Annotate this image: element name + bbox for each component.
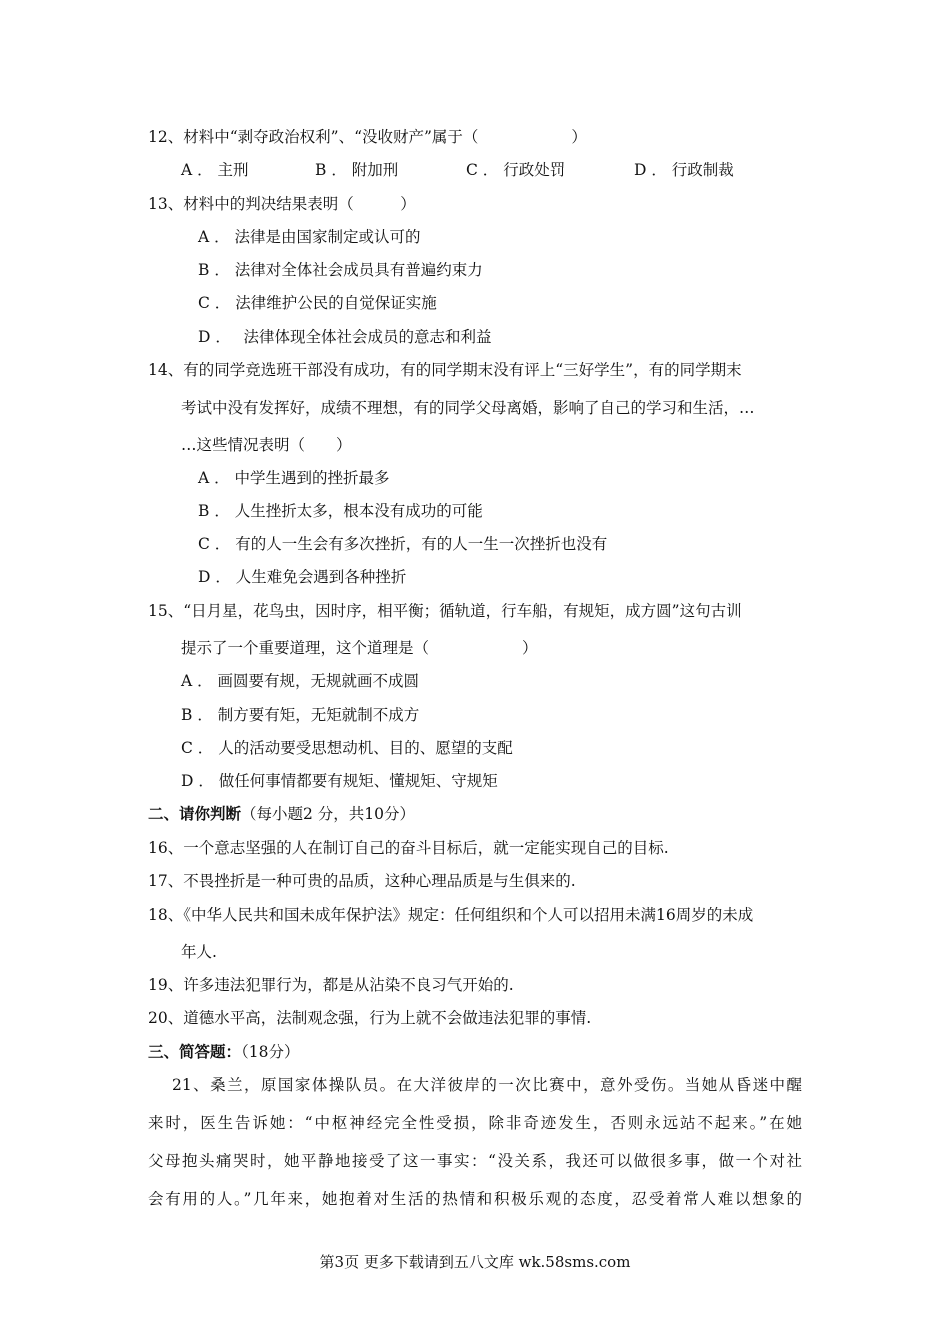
q14-option-c: C ． 有的人一生会有多次挫折，有的人一生一次挫折也没有	[198, 535, 608, 553]
question-18-line1: 18、《中华人民共和国未成年保护法》规定：任何组织和个人可以招用未满16周岁的未成	[148, 906, 754, 924]
section-2-heading: 二、请你判断	[148, 804, 242, 823]
question-16: 16、一个意志坚强的人在制订自己的奋斗目标后，就一定能实现自己的目标.	[148, 839, 669, 857]
question-12-stem: 12、材料中“剥夺政治权利”、“没收财产”属于（ ）	[148, 128, 587, 146]
section-3-note: （18分）	[241, 1043, 300, 1061]
q13-option-b: B ． 法律对全体社会成员具有普遍约束力	[198, 261, 483, 279]
question-15-stem-line2: 提示了一个重要道理，这个道理是（ ）	[181, 639, 538, 657]
question-21-line1: 21、桑兰，原国家体操队员。在大洋彼岸的一次比赛中，意外受伤。当她从昏迷中醒	[172, 1076, 802, 1094]
q12-option-a: A ． 主刑	[181, 161, 249, 179]
page-footer: 第3页 更多下载请到五八文库 wk.58sms.com	[319, 1253, 631, 1271]
question-15-stem-line1: 15、“日月星，花鸟虫，因时序，相平衡；循轨道，行车船，有规矩，成方圆”这句古训	[148, 602, 742, 620]
q14-option-b: B ． 人生挫折太多，根本没有成功的可能	[198, 502, 483, 520]
question-14-stem-line2: 考试中没有发挥好，成绩不理想，有的同学父母离婚，影响了自己的学习和生活，…	[181, 399, 755, 417]
section-3-heading: 三、简答题：	[148, 1042, 242, 1061]
question-14-stem-line3: …这些情况表明（ ）	[181, 436, 352, 454]
question-12-options	[0, 160, 950, 180]
question-21-line4: 会有用的人。”几年来，她抱着对生活的热情和积极乐观的态度，忍受着常人难以想象的	[148, 1190, 802, 1208]
q12-option-b: B ． 附加刑	[315, 161, 399, 179]
section-2-heading-line	[148, 804, 415, 824]
question-17: 17、不畏挫折是一种可贵的品质，这种心理品质是与生俱来的.	[148, 872, 576, 890]
question-13-stem: 13、材料中的判决结果表明（ ）	[148, 195, 416, 213]
q12-option-c: C ． 行政处罚	[466, 161, 566, 179]
q13-option-a: A ． 法律是由国家制定或认可的	[198, 228, 421, 246]
q12-option-d: D ． 行政制裁	[634, 161, 734, 179]
q14-option-a: A ． 中学生遇到的挫折最多	[198, 469, 390, 487]
question-18-line2: 年人.	[181, 943, 217, 961]
q15-option-a: A ． 画圆要有规，无规就画不成圆	[181, 672, 420, 690]
section-2-note: （每小题2 分，共10分）	[241, 805, 416, 823]
section-3-heading-line	[148, 1042, 300, 1062]
question-19: 19、许多违法犯罪行为，都是从沾染不良习气开始的.	[148, 976, 514, 994]
q14-option-d: D ． 人生难免会遇到各种挫折	[198, 568, 407, 586]
question-14-stem-line1: 14、有的同学竞选班干部没有成功，有的同学期末没有评上“三好学生”，有的同学期末	[148, 361, 742, 379]
q15-option-c: C ． 人的活动要受思想动机、目的、愿望的支配	[181, 739, 513, 757]
question-21-line3: 父母抱头痛哭时，她平静地接受了这一事实：“没关系，我还可以做很多事，做一个对社	[148, 1152, 802, 1170]
q13-option-d: D ． 法律体现全体社会成员的意志和利益	[198, 328, 492, 346]
question-20: 20、道德水平高，法制观念强，行为上就不会做违法犯罪的事情.	[148, 1009, 592, 1027]
q13-option-c: C ． 法律维护公民的自觉保证实施	[198, 294, 437, 312]
q15-option-d: D ． 做任何事情都要有规矩、懂规矩、守规矩	[181, 772, 498, 790]
question-21-line2: 来时，医生告诉她：“中枢神经完全性受损，除非奇迹发生，否则永远站不起来。”在她	[148, 1114, 802, 1132]
q15-option-b: B ． 制方要有矩，无矩就制不成方	[181, 706, 420, 724]
